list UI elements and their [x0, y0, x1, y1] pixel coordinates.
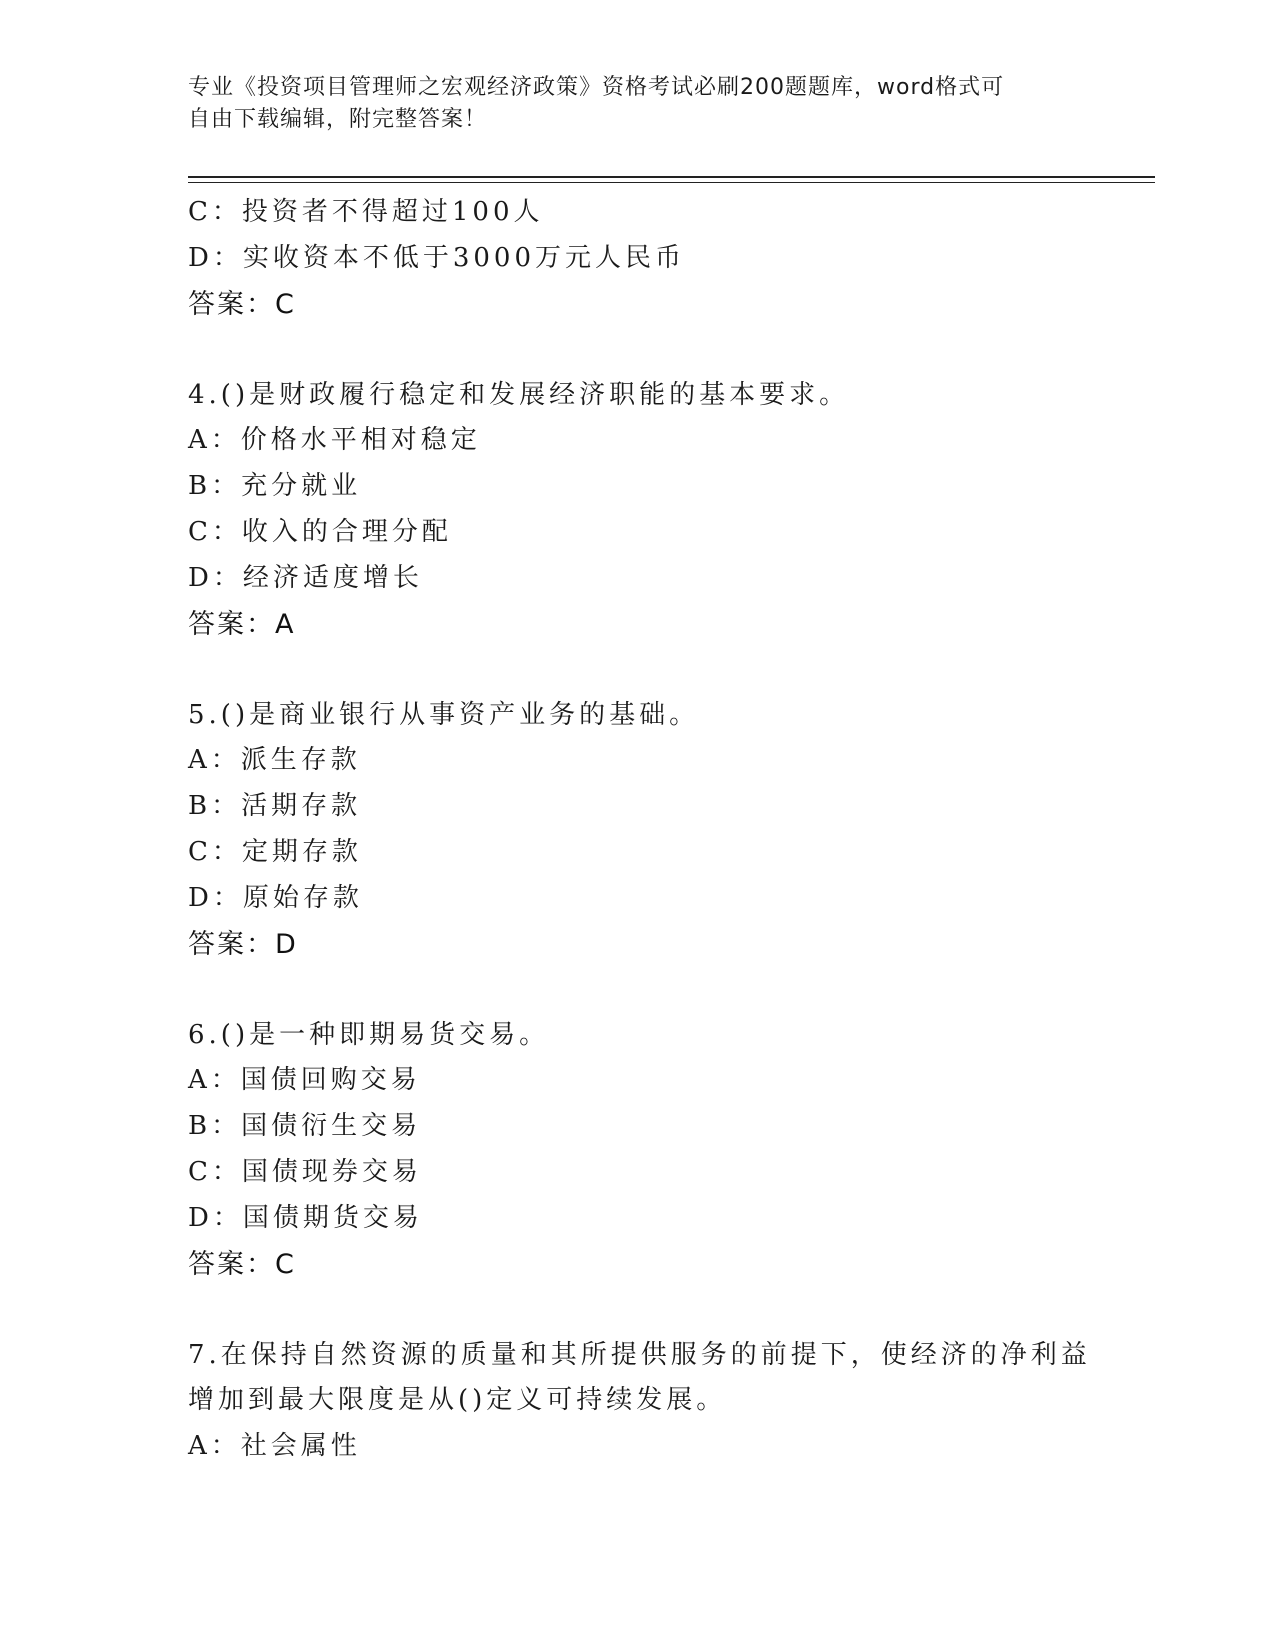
- option-b: B：活期存款: [188, 791, 362, 822]
- answer-line: 答案：A: [188, 608, 296, 640]
- document-header: [188, 72, 1068, 136]
- header-line-1: 专业《投资项目管理师之宏观经济政策》资格考试必刷200题题库，word格式可: [188, 75, 1005, 100]
- question-stem-line-2: 增加到最大限度是从()定义可持续发展。: [188, 1385, 727, 1416]
- question-stem: 4.()是财政履行稳定和发展经济职能的基本要求。: [188, 379, 850, 410]
- answer-line: 答案：C: [188, 288, 296, 320]
- header-rule-thick: [188, 176, 1155, 178]
- question-block-5: [188, 693, 1088, 968]
- option-c: C：投资者不得超过100人: [188, 197, 544, 227]
- option-b: B：充分就业: [188, 471, 362, 502]
- question-block-7: [188, 1333, 1091, 1470]
- answer-line: 答案：C: [188, 1248, 296, 1280]
- option-d: D：实收资本不低于3000万元人民币: [188, 242, 686, 273]
- option-c: C：定期存款: [188, 836, 362, 867]
- option-c: C：收入的合理分配: [188, 516, 452, 547]
- question-block-partial: [188, 190, 1088, 328]
- question-list: [188, 190, 1091, 1470]
- option-d: D：经济适度增长: [188, 562, 423, 593]
- option-a: A：国债回购交易: [188, 1065, 421, 1096]
- option-a: A：价格水平相对稳定: [188, 425, 481, 456]
- question-stem: 5.()是商业银行从事资产业务的基础。: [188, 699, 700, 730]
- header-rule-thin: [188, 182, 1155, 183]
- question-stem: 6.()是一种即期易货交易。: [188, 1019, 550, 1050]
- option-c: C：国债现券交易: [188, 1156, 422, 1187]
- question-block-4: [188, 373, 1088, 648]
- header-line-2: 自由下载编辑，附完整答案！: [188, 107, 488, 132]
- option-a: A：派生存款: [188, 745, 361, 776]
- option-d: D：国债期货交易: [188, 1202, 423, 1233]
- option-d: D：原始存款: [188, 882, 363, 913]
- option-b: B：国债衍生交易: [188, 1111, 422, 1142]
- option-a: A：社会属性: [188, 1431, 361, 1462]
- answer-line: 答案：D: [188, 928, 298, 960]
- question-stem-line-1: 7.在保持自然资源的质量和其所提供服务的前提下，使经济的净利益: [188, 1339, 1091, 1370]
- question-block-6: [188, 1013, 1088, 1288]
